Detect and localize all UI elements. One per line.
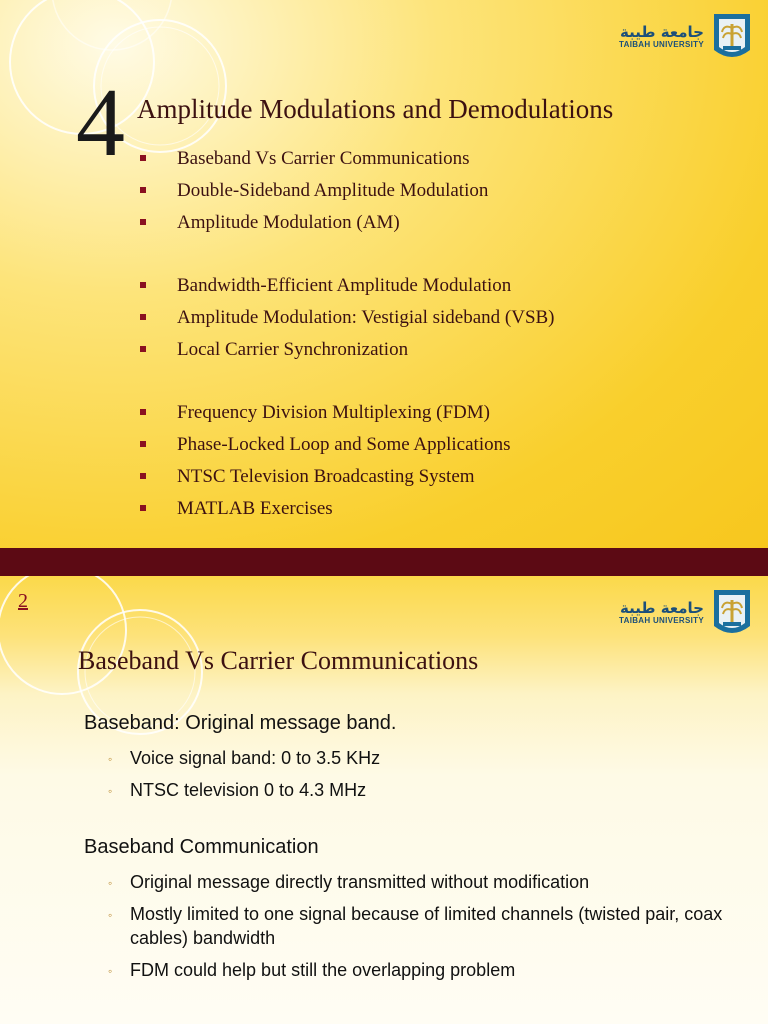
square-bullet-icon xyxy=(140,187,146,193)
circle-bullet-icon: ◦ xyxy=(108,876,113,890)
list-item: MATLAB Exercises xyxy=(137,493,555,525)
slide-2-title: Baseband Vs Carrier Communications xyxy=(78,646,479,675)
university-emblem-icon xyxy=(710,10,754,62)
logo-arabic-text: جامعة طيبة xyxy=(620,598,704,617)
slide-1-title: Amplitude Modulations and Demodulations xyxy=(137,94,614,124)
list-item: Local Carrier Synchronization xyxy=(137,334,555,366)
slide-divider xyxy=(0,548,768,576)
circle-bullet-icon: ◦ xyxy=(108,752,113,766)
section-heading: Baseband: Original message band. xyxy=(84,712,397,734)
list-item: ◦ FDM could help but still the overlapping problem xyxy=(84,958,724,982)
slide-page-number: 2 xyxy=(18,590,28,612)
square-bullet-icon xyxy=(140,314,146,320)
list-item: NTSC Television Broadcasting System xyxy=(137,461,555,493)
chapter-number: 4 xyxy=(76,69,125,177)
list-item: Baseband Vs Carrier Communications xyxy=(137,143,555,175)
square-bullet-icon xyxy=(140,219,146,225)
square-bullet-icon xyxy=(140,155,146,161)
list-item: ◦ Mostly limited to one signal because of limited channels (twisted pair, coax cables) bandwidth xyxy=(108,904,723,948)
university-emblem-icon xyxy=(710,586,754,638)
square-bullet-icon xyxy=(140,282,146,288)
list-item: ◦ Original message directly transmitted without modification xyxy=(84,870,724,894)
slide-2-content xyxy=(84,708,724,982)
list-item: Amplitude Modulation: Vestigial sideband (VSB) xyxy=(137,302,555,334)
logo-english-text: TAIBAH UNIVERSITY xyxy=(619,615,704,625)
list-item: Frequency Division Multiplexing (FDM) xyxy=(137,397,555,429)
university-logo xyxy=(619,586,754,638)
circle-bullet-icon: ◦ xyxy=(108,908,113,922)
list-item: Bandwidth-Efficient Amplitude Modulation xyxy=(137,270,555,302)
university-logo xyxy=(619,10,754,62)
square-bullet-icon xyxy=(140,441,146,447)
logo-arabic-text: جامعة طيبة xyxy=(620,22,704,41)
slide-2 xyxy=(0,576,768,1024)
list-item: ◦ Voice signal band: 0 to 3.5 KHz xyxy=(84,746,724,770)
list-item: Amplitude Modulation (AM) xyxy=(137,207,555,239)
square-bullet-icon xyxy=(140,409,146,415)
section-heading: Baseband Communication xyxy=(84,836,319,858)
circle-bullet-icon: ◦ xyxy=(108,784,113,798)
square-bullet-icon xyxy=(140,505,146,511)
logo-english-text: TAIBAH UNIVERSITY xyxy=(619,39,704,49)
list-item: Double-Sideband Amplitude Modulation xyxy=(137,175,555,207)
square-bullet-icon xyxy=(140,346,146,352)
list-item: ◦ NTSC television 0 to 4.3 MHz xyxy=(84,778,724,802)
chapter-topic-list xyxy=(137,143,555,525)
square-bullet-icon xyxy=(140,473,146,479)
list-item: Phase-Locked Loop and Some Applications xyxy=(137,429,555,461)
circle-bullet-icon: ◦ xyxy=(108,964,113,978)
